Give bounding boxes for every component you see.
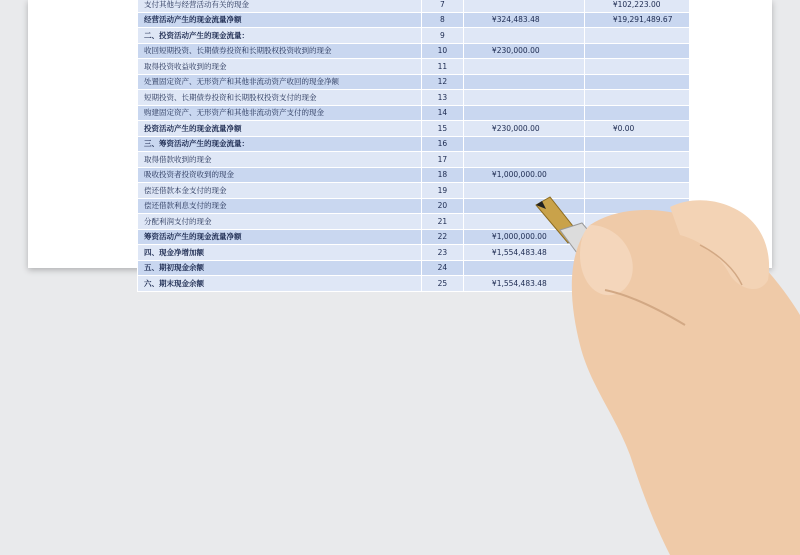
cell-v1: ¥230,000.00 xyxy=(463,43,584,59)
cell-v2 xyxy=(584,28,689,44)
table-row xyxy=(138,0,690,12)
cell-v1 xyxy=(463,105,584,121)
cell-item: 三、筹资活动产生的现金流量： xyxy=(138,136,422,152)
cell-v2: ¥102,223.00 xyxy=(584,0,689,12)
table-row xyxy=(138,121,690,137)
cell-item: 处置固定资产、无形资产和其他非流动资产收回的现金净额 xyxy=(138,74,422,90)
cell-v2 xyxy=(584,59,689,75)
cell-no: 20 xyxy=(421,198,463,214)
cell-no: 8 xyxy=(421,12,463,28)
cell-item: 购建固定资产、无形资产和其他非流动资产支付的现金 xyxy=(138,105,422,121)
table-row xyxy=(138,28,690,44)
table-row xyxy=(138,152,690,168)
cell-v2 xyxy=(584,167,689,183)
cell-item: 取得投资收益收到的现金 xyxy=(138,59,422,75)
cell-no: 10 xyxy=(421,43,463,59)
cell-item: 六、期末现金余额 xyxy=(138,276,422,292)
cell-v1 xyxy=(463,59,584,75)
cell-item: 吸收投资者投资收到的现金 xyxy=(138,167,422,183)
cell-v1 xyxy=(463,28,584,44)
cell-v2 xyxy=(584,90,689,106)
cell-no: 18 xyxy=(421,167,463,183)
cell-item: 收回短期投资、长期债券投资和长期股权投资收到的现金 xyxy=(138,43,422,59)
cell-v1 xyxy=(463,136,584,152)
cell-no: 21 xyxy=(421,214,463,230)
cell-item: 筹资活动产生的现金流量净额 xyxy=(138,229,422,245)
hand-holding-pen-image xyxy=(520,185,800,555)
cell-item: 支付其他与经营活动有关的现金 xyxy=(138,0,422,12)
cell-v2 xyxy=(584,74,689,90)
cell-item: 经营活动产生的现金流量净额 xyxy=(138,12,422,28)
cell-item: 二、投资活动产生的现金流量： xyxy=(138,28,422,44)
cell-item: 偿还借款利息支付的现金 xyxy=(138,198,422,214)
cell-v1 xyxy=(463,90,584,106)
cell-v2 xyxy=(584,43,689,59)
cell-v1: ¥1,554,483.48 xyxy=(463,276,584,292)
cell-no: 17 xyxy=(421,152,463,168)
cell-no: 15 xyxy=(421,121,463,137)
table-row xyxy=(138,90,690,106)
cell-no: 24 xyxy=(421,260,463,276)
cell-item: 四、现金净增加额 xyxy=(138,245,422,261)
cell-item: 偿还借款本金支付的现金 xyxy=(138,183,422,199)
cell-v1: ¥1,000,000.00 xyxy=(463,167,584,183)
cell-v1 xyxy=(463,0,584,12)
table-row xyxy=(138,59,690,75)
cell-no: 25 xyxy=(421,276,463,292)
cell-v1: ¥1,000,000.00 xyxy=(463,229,584,245)
cell-item: 投资活动产生的现金流量净额 xyxy=(138,121,422,137)
cell-no: 19 xyxy=(421,183,463,199)
cell-v1 xyxy=(463,74,584,90)
cell-v1: ¥1,554,483.48 xyxy=(463,245,584,261)
cell-v2 xyxy=(584,152,689,168)
hand-icon xyxy=(572,200,800,555)
cell-no: 23 xyxy=(421,245,463,261)
cell-no: 9 xyxy=(421,28,463,44)
table-row xyxy=(138,167,690,183)
cell-v2: ¥19,291,489.67 xyxy=(584,12,689,28)
cell-item: 分配利润支付的现金 xyxy=(138,214,422,230)
table-row xyxy=(138,12,690,28)
table-row xyxy=(138,43,690,59)
cell-v2: ¥0.00 xyxy=(584,121,689,137)
cell-no: 7 xyxy=(421,0,463,12)
table-row xyxy=(138,105,690,121)
cell-v1 xyxy=(463,152,584,168)
cell-no: 16 xyxy=(421,136,463,152)
cell-no: 22 xyxy=(421,229,463,245)
cell-v1: ¥230,000.00 xyxy=(463,121,584,137)
cell-item: 短期投资、长期债券投资和长期股权投资支付的现金 xyxy=(138,90,422,106)
cell-no: 11 xyxy=(421,59,463,75)
cell-v2 xyxy=(584,105,689,121)
cell-item: 取得借款收到的现金 xyxy=(138,152,422,168)
cell-v1: ¥324,483.48 xyxy=(463,12,584,28)
cell-no: 12 xyxy=(421,74,463,90)
cell-no: 14 xyxy=(421,105,463,121)
cell-v2 xyxy=(584,136,689,152)
cell-item: 五、期初现金余额 xyxy=(138,260,422,276)
table-row xyxy=(138,136,690,152)
cell-no: 13 xyxy=(421,90,463,106)
table-row xyxy=(138,74,690,90)
